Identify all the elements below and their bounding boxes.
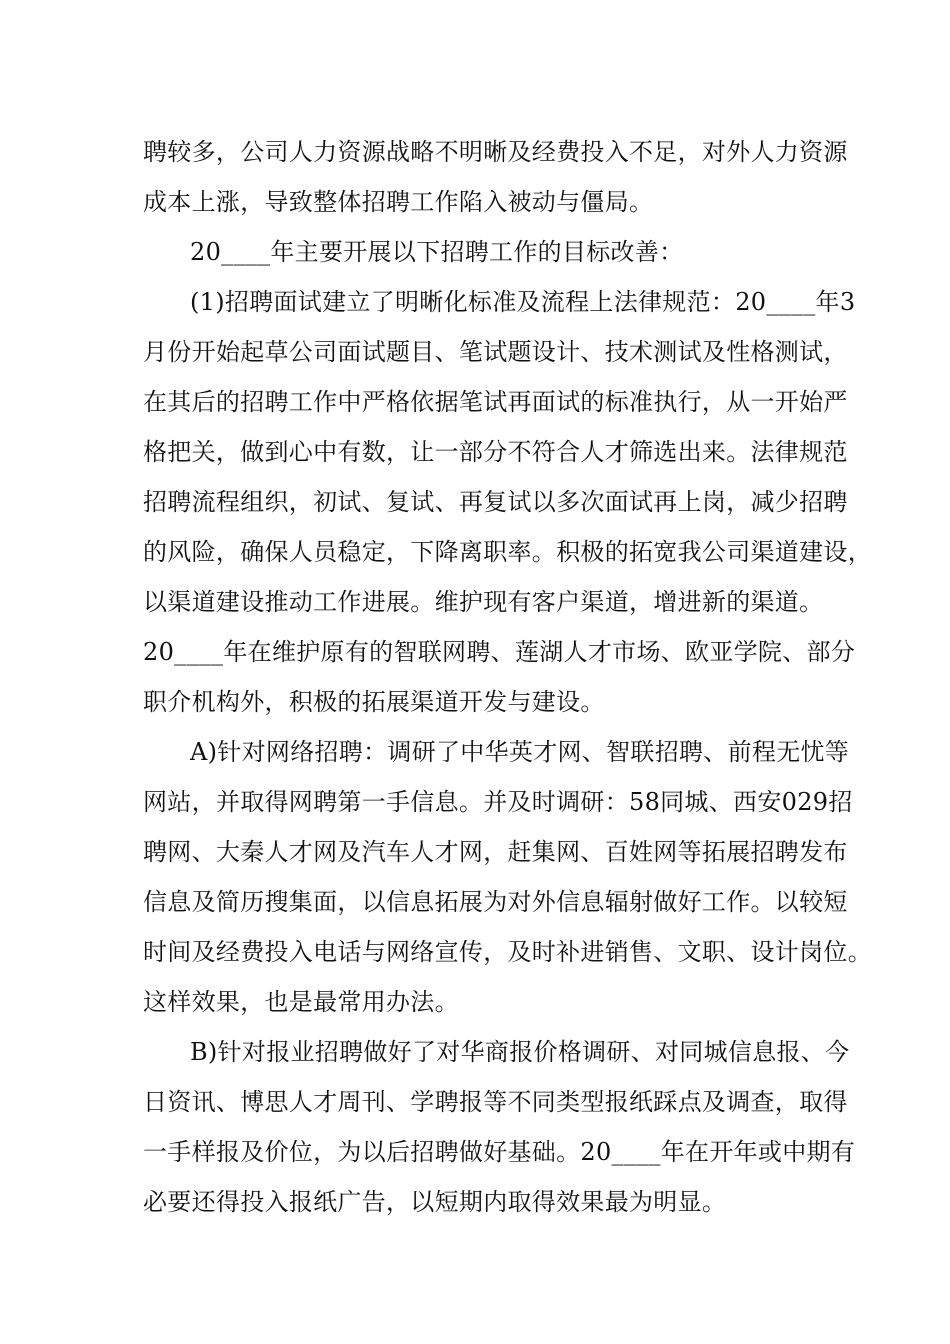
paragraph-line: 必要还得投入报纸广告，以短期内取得效果最为明显。 (143, 1188, 727, 1216)
paragraph-line: A)针对网络招聘：调研了中华英才网、智联招聘、前程无忧等 (190, 738, 850, 766)
paragraph-line: 一手样报及价位，为以后招聘做好基础。20____年在开年或中期有 (143, 1138, 856, 1166)
paragraph-line: 在其后的招聘工作中严格依据笔试再面试的标准执行，从一开始严 (143, 388, 848, 416)
paragraph-line: 招聘流程组织，初试、复试、再复试以多次面试再上岗，减少招聘 (143, 488, 848, 516)
paragraph-line: 的风险，确保人员稳定，下降离职率。积极的拓宽我公司渠道建设， (143, 538, 872, 566)
paragraph-line: 信息及简历搜集面，以信息拓展为对外信息辐射做好工作。以较短 (143, 888, 848, 916)
paragraph-line: 网站，并取得网聘第一手信息。并及时调研：58同城、西安029招 (143, 788, 853, 816)
paragraph-line: 聘网、大秦人才网及汽车人才网，赶集网、百姓网等拓展招聘发布 (143, 838, 848, 866)
paragraph-line: 这样效果，也是最常用办法。 (143, 988, 459, 1016)
paragraph-line: 月份开始起草公司面试题目、笔试题设计、技术测试及性格测试， (143, 338, 848, 366)
paragraph-line: 时间及经费投入电话与网络宣传，及时补进销售、文职、设计岗位。 (143, 938, 872, 966)
paragraph-line: 成本上涨，导致整体招聘工作陷入被动与僵局。 (143, 188, 654, 216)
paragraph-line: 20____年主要开展以下招聘工作的目标改善： (190, 238, 684, 266)
paragraph-line: (1)招聘面试建立了明晰化标准及流程上法律规范：20____年3 (190, 288, 856, 316)
paragraph-line: 格把关，做到心中有数，让一部分不符合人才筛选出来。法律规范 (143, 438, 848, 466)
paragraph-line: 以渠道建设推动工作进展。维护现有客户渠道，增进新的渠道。 (143, 588, 824, 616)
paragraph-line: B)针对报业招聘做好了对华商报价格调研、对同城信息报、今 (190, 1038, 850, 1066)
paragraph-line: 职介机构外，积极的拓展渠道开发与建设。 (143, 688, 605, 716)
paragraph-line: 聘较多，公司人力资源战略不明晰及经费投入不足，对外人力资源 (143, 138, 848, 166)
paragraph-line: 20____年在维护原有的智联网聘、莲湖人才市场、欧亚学院、部分 (143, 638, 856, 666)
paragraph-line: 日资讯、博思人才周刊、学聘报等不同类型报纸踩点及调查，取得 (143, 1088, 848, 1116)
